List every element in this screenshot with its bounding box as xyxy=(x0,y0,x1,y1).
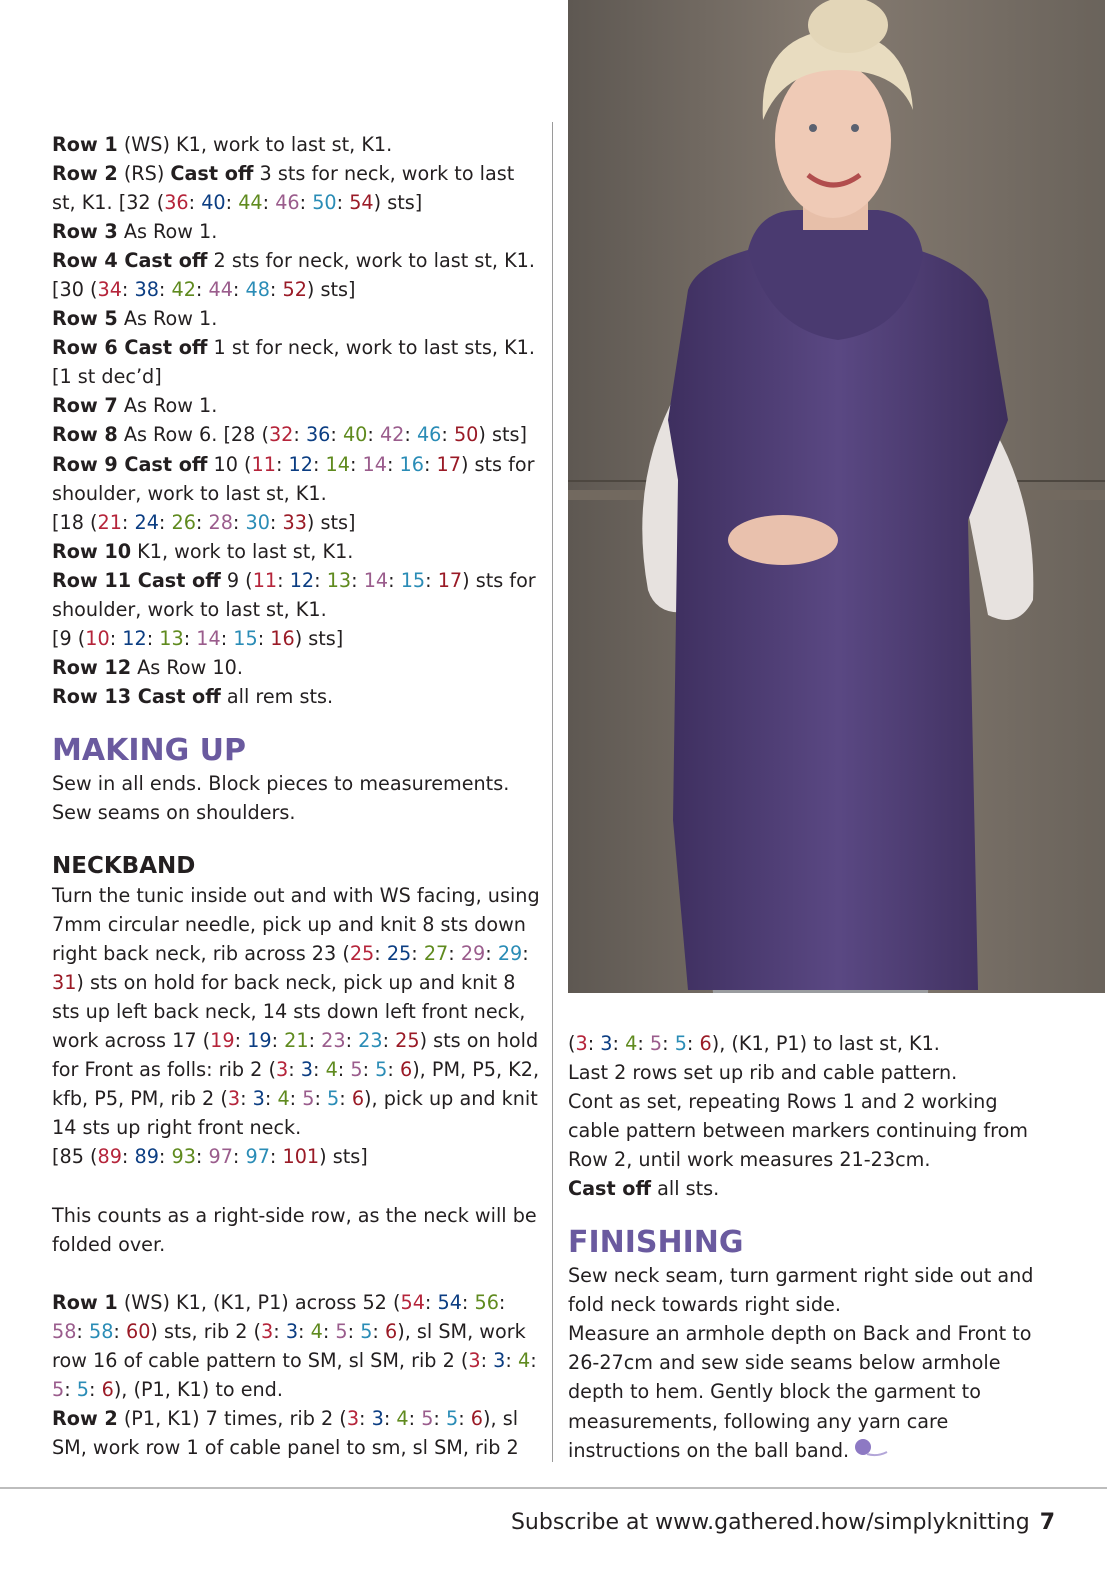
row-text: ), sl SM, work row 16 of cable pattern to SM, sl SM, rib 2 ( xyxy=(52,1319,526,1372)
size-list: 3: 3: 4: 5: 5: 6 xyxy=(227,1087,365,1111)
size-value: 40 xyxy=(201,191,226,215)
size-value: 11 xyxy=(252,568,278,592)
row-text: (RS) xyxy=(117,162,171,186)
making-up-heading: MAKING UP xyxy=(52,732,247,768)
size-value: 5 xyxy=(76,1377,90,1401)
neckband-note: This counts as a right-side row, as the neck will be folded over. xyxy=(52,1203,537,1256)
footer xyxy=(511,1508,1055,1538)
neckband-text: ) sts] xyxy=(319,1145,368,1169)
neckband-text: Turn the tunic inside out and with WS facing, using 7mm circular needle, pick up and knit 8 sts down right back neck, rib across 23 ( xyxy=(52,884,540,966)
finishing-para-1: Sew neck seam, turn garment right side out and fold neck towards right side. xyxy=(568,1264,1034,1317)
size-list: 54: 54: 56: 58: 58: 60 xyxy=(52,1290,506,1343)
row-label: Row 1 xyxy=(52,133,118,156)
neckband-text: ), pick up and knit 14 sts up right front neck. xyxy=(52,1087,538,1140)
size-value: 58 xyxy=(89,1319,114,1343)
size-value: 28 xyxy=(208,510,233,534)
continue-instructions: Cont as set, repeating Rows 1 and 2 working cable pattern between markers continuing from Row 2, until work measures 21-23cm. xyxy=(568,1090,1028,1172)
size-value: 25 xyxy=(349,942,375,966)
row-label: Row 1 xyxy=(52,1290,118,1314)
row-text: K1, work to last st, K1. xyxy=(131,539,354,563)
row-12 xyxy=(52,653,542,682)
size-value: 48 xyxy=(245,278,270,302)
size-value: 12 xyxy=(122,626,147,650)
row-4 xyxy=(52,246,542,304)
row-9 xyxy=(52,450,542,508)
row-label: Row 7 xyxy=(52,394,118,418)
row-text: 10 ( xyxy=(207,452,252,476)
size-value: 17 xyxy=(436,452,461,476)
size-value: 17 xyxy=(437,568,463,592)
row-2-continued xyxy=(568,1029,1048,1058)
size-value: 36 xyxy=(164,191,189,215)
size-value: 14 xyxy=(363,568,389,592)
row-text: (WS) K1, work to last st, K1. xyxy=(117,133,393,156)
size-value: 6 xyxy=(699,1032,712,1055)
size-value: 12 xyxy=(288,452,313,476)
size-list: 3: 3: 4: 5: 5: 6 xyxy=(575,1032,712,1055)
size-value: 5 xyxy=(327,1087,340,1111)
size-value: 42 xyxy=(171,278,196,302)
row-text: ) sts, rib 2 ( xyxy=(150,1319,262,1343)
size-list: 11: 12: 13: 14: 15: 17 xyxy=(252,568,463,592)
size-list: 19: 19: 21: 23: 23: 25 xyxy=(210,1029,420,1053)
row-text: ) sts] xyxy=(373,191,423,215)
row-text: (WS) K1, (K1, P1) across 52 ( xyxy=(117,1290,401,1314)
size-value: 46 xyxy=(416,423,442,447)
model-photo xyxy=(568,0,1105,993)
size-value: 58 xyxy=(52,1319,77,1343)
setup-note: Last 2 rows set up rib and cable pattern. xyxy=(568,1061,958,1085)
model-photo-illustration xyxy=(568,0,1105,993)
row-5 xyxy=(52,304,542,333)
row-text: 9 ( xyxy=(220,568,253,592)
size-value: 97 xyxy=(245,1145,270,1169)
size-value: 5 xyxy=(421,1406,434,1430)
size-value: 42 xyxy=(379,423,405,447)
size-value: 3 xyxy=(285,1319,299,1343)
size-list: 11: 12: 14: 14: 16: 17 xyxy=(251,452,461,476)
size-value: 6 xyxy=(470,1406,484,1430)
size-value: 3 xyxy=(227,1087,241,1111)
size-value: 44 xyxy=(238,191,263,215)
column-divider xyxy=(552,122,553,1462)
size-value: 54 xyxy=(437,1290,462,1314)
row-9-total xyxy=(52,508,542,537)
size-value: 52 xyxy=(282,278,307,302)
size-value: 54 xyxy=(349,191,374,215)
size-value: 5 xyxy=(649,1032,663,1055)
size-value: 89 xyxy=(134,1145,159,1169)
size-value: 54 xyxy=(400,1290,425,1314)
size-list: 21: 24: 26: 28: 30: 33 xyxy=(97,510,307,534)
size-value: 5 xyxy=(674,1032,687,1055)
neckband-text: ) sts on hold for back neck, pick up and knit 8 sts up left back neck, 14 sts down left front neck, work across 17 ( xyxy=(52,971,526,1053)
row-label: Row 2 xyxy=(52,1406,118,1430)
size-value: 3 xyxy=(300,1058,313,1082)
size-value: 14 xyxy=(362,452,387,476)
size-value: 29 xyxy=(460,942,486,966)
cast-off-line xyxy=(568,1174,1048,1203)
neckband-text: ) sts on hold for Front as folls: rib 2 ( xyxy=(52,1029,539,1082)
size-list: 34: 38: 42: 44: 48: 52 xyxy=(97,278,307,302)
size-value: 23 xyxy=(321,1029,346,1053)
page-number: 7 xyxy=(1039,1510,1055,1535)
size-value: 4 xyxy=(277,1087,290,1111)
row-text: ), (P1, K1) to end. xyxy=(113,1377,283,1401)
row-text: 1 st for neck, work to last sts, K1. [1 st dec’d] xyxy=(52,336,535,389)
footer-rule xyxy=(0,1487,1107,1489)
size-value: 10 xyxy=(85,626,110,650)
size-value: 25 xyxy=(395,1029,420,1053)
size-value: 60 xyxy=(126,1319,151,1343)
left-column xyxy=(52,130,542,1462)
row-11 xyxy=(52,566,542,624)
row-label: Row 11 Cast off xyxy=(52,568,221,592)
size-value: 3 xyxy=(346,1406,360,1430)
row-11-total xyxy=(52,624,542,653)
row-text: As Row 1. xyxy=(117,220,218,244)
size-value: 15 xyxy=(233,626,258,650)
size-value: 101 xyxy=(282,1145,320,1169)
size-value: 36 xyxy=(305,423,331,447)
size-list: 3: 3: 4: 5: 5: 6 xyxy=(261,1319,398,1343)
size-value: 21 xyxy=(97,510,122,534)
size-value: 6 xyxy=(385,1319,398,1343)
size-value: 46 xyxy=(275,191,300,215)
row-text: ) sts for shoulder, work to last st, K1. xyxy=(52,568,536,621)
row-text: ) sts] xyxy=(294,626,344,650)
yarn-ball-end-icon xyxy=(853,1436,889,1466)
making-up-body: Sew in all ends. Block pieces to measurements. Sew seams on shoulders. xyxy=(52,771,510,824)
size-value: 11 xyxy=(251,452,276,476)
size-value: 5 xyxy=(375,1058,388,1082)
size-list: 3: 3: 4: 5: 5: 6 xyxy=(52,1348,537,1401)
size-value: 29 xyxy=(497,942,523,966)
neckband-instructions xyxy=(52,881,542,1171)
size-value: 5 xyxy=(335,1319,348,1343)
size-value: 31 xyxy=(52,971,77,995)
size-value: 6 xyxy=(101,1377,114,1401)
size-value: 4 xyxy=(517,1348,531,1372)
size-value: 6 xyxy=(399,1058,413,1082)
row-label: Row 13 Cast off xyxy=(52,684,221,708)
size-value: 3 xyxy=(252,1087,265,1111)
size-value: 38 xyxy=(134,278,159,302)
size-value: 5 xyxy=(350,1058,363,1082)
row-label: Row 9 Cast off xyxy=(52,452,208,476)
row-text: 2 sts for neck, work to last st, K1. [30 ( xyxy=(52,249,535,302)
size-list: 3: 3: 4: 5: 5: 6 xyxy=(275,1058,413,1082)
row-text: ) sts] xyxy=(478,423,527,447)
size-value: 13 xyxy=(159,626,184,650)
finishing-heading: FINISHING xyxy=(568,1225,744,1261)
row-text: ( xyxy=(568,1032,576,1055)
neckband-heading: NECKBAND xyxy=(52,853,196,880)
size-value: 30 xyxy=(245,510,270,534)
size-value: 23 xyxy=(358,1029,383,1053)
size-value: 50 xyxy=(312,191,337,215)
size-value: 56 xyxy=(474,1290,499,1314)
size-value: 24 xyxy=(134,510,159,534)
row-text: As Row 6. [28 ( xyxy=(117,423,269,447)
row-2 xyxy=(52,159,542,217)
size-value: 3 xyxy=(575,1032,588,1055)
size-value: 3 xyxy=(600,1032,613,1055)
size-value: 44 xyxy=(208,278,233,302)
row-label: Row 5 xyxy=(52,307,118,331)
size-value: 15 xyxy=(400,568,426,592)
size-value: 40 xyxy=(342,423,368,447)
size-value: 5 xyxy=(302,1087,315,1111)
row-text: all sts. xyxy=(651,1177,720,1201)
row-10 xyxy=(52,537,542,566)
row-text: ) sts] xyxy=(306,278,356,302)
size-value: 12 xyxy=(289,568,315,592)
neckband-text: ), PM, P5, K2, kfb, P5, PM, rib 2 ( xyxy=(52,1058,540,1111)
finishing-text: Measure an armhole depth on Back and Front to 26-27cm and sew side seams below armhole depth to hem. Gently block the garment to measurements, following any yarn care instructions on the ball band. xyxy=(568,1322,1032,1462)
size-value: 50 xyxy=(453,423,479,447)
size-value: 3 xyxy=(371,1406,384,1430)
row-text: (P1, K1) 7 times, rib 2 ( xyxy=(117,1406,347,1430)
finishing-para-2 xyxy=(568,1319,1048,1466)
size-value: 5 xyxy=(446,1406,459,1430)
row-label: Row 10 xyxy=(52,539,132,563)
row-text: As Row 10. xyxy=(131,655,243,679)
size-list: 36: 40: 44: 46: 50: 54 xyxy=(164,191,374,215)
size-value: 4 xyxy=(325,1058,338,1082)
size-list: 89: 89: 93: 97: 97: 101 xyxy=(97,1145,320,1169)
size-value: 89 xyxy=(97,1145,122,1169)
row-13 xyxy=(52,682,542,711)
row-text: ), sl SM, work row 1 of cable panel to sm, sl SM, rib 2 xyxy=(52,1406,519,1459)
row-label: Row 6 Cast off xyxy=(52,336,208,360)
size-value: 33 xyxy=(282,510,307,534)
size-list: 32: 36: 40: 42: 46: 50 xyxy=(268,423,479,447)
row-label: Row 12 xyxy=(52,655,132,679)
row-text: 3 sts for neck, work to last st, K1. [32 ( xyxy=(52,162,515,215)
size-value: 6 xyxy=(351,1087,365,1111)
size-value: 3 xyxy=(261,1319,274,1343)
size-value: 27 xyxy=(423,942,449,966)
neckband-row-2 xyxy=(52,1404,542,1462)
row-label: Row 4 Cast off xyxy=(52,249,208,273)
row-1 xyxy=(52,130,542,159)
size-value: 25 xyxy=(386,942,412,966)
row-text: ), (K1, P1) to last st, K1. xyxy=(711,1032,940,1055)
size-value: 34 xyxy=(97,278,122,302)
right-column xyxy=(568,1029,1048,1466)
row-text: As Row 1. xyxy=(117,307,218,331)
size-value: 32 xyxy=(268,423,294,447)
row-label: Row 3 xyxy=(52,220,118,244)
row-text: As Row 1. xyxy=(117,394,218,418)
size-value: 4 xyxy=(625,1032,638,1055)
row-text: [18 ( xyxy=(52,510,98,534)
row-8 xyxy=(52,420,542,449)
row-6 xyxy=(52,333,542,391)
size-value: 93 xyxy=(171,1145,196,1169)
size-value: 5 xyxy=(52,1377,65,1401)
size-list: 25: 25: 27: 29: 29: 31 xyxy=(52,942,529,995)
row-command: Cast off xyxy=(568,1177,652,1201)
size-value: 26 xyxy=(171,510,196,534)
size-value: 4 xyxy=(310,1319,323,1343)
row-text: ) sts] xyxy=(306,510,356,534)
size-value: 14 xyxy=(196,626,221,650)
size-value: 5 xyxy=(360,1319,373,1343)
neckband-text: [85 ( xyxy=(52,1145,98,1169)
size-value: 16 xyxy=(270,626,295,650)
size-value: 19 xyxy=(247,1029,272,1053)
size-value: 97 xyxy=(208,1145,233,1169)
row-7 xyxy=(52,391,542,420)
size-value: 21 xyxy=(284,1029,309,1053)
size-list: 10: 12: 13: 14: 15: 16 xyxy=(85,626,295,650)
row-label: Row 2 xyxy=(52,162,118,186)
size-value: 3 xyxy=(275,1058,289,1082)
size-value: 16 xyxy=(399,452,424,476)
row-text: ) sts for shoulder, work to last st, K1. xyxy=(52,452,535,505)
row-text: [9 ( xyxy=(52,626,86,650)
size-value: 3 xyxy=(468,1348,481,1372)
size-value: 4 xyxy=(396,1406,409,1430)
size-value: 13 xyxy=(326,568,352,592)
subscribe-link[interactable]: Subscribe at www.gathered.how/simplyknitting xyxy=(510,1510,1030,1535)
row-command: Cast off xyxy=(170,162,254,186)
size-list: 3: 3: 4: 5: 5: 6 xyxy=(346,1406,484,1430)
row-text: all rem sts. xyxy=(220,684,334,708)
size-value: 3 xyxy=(493,1348,506,1372)
size-value: 14 xyxy=(325,452,350,476)
size-value: 19 xyxy=(210,1029,235,1053)
neckband-row-1 xyxy=(52,1288,542,1404)
row-3 xyxy=(52,217,542,246)
row-label: Row 8 xyxy=(52,423,118,447)
